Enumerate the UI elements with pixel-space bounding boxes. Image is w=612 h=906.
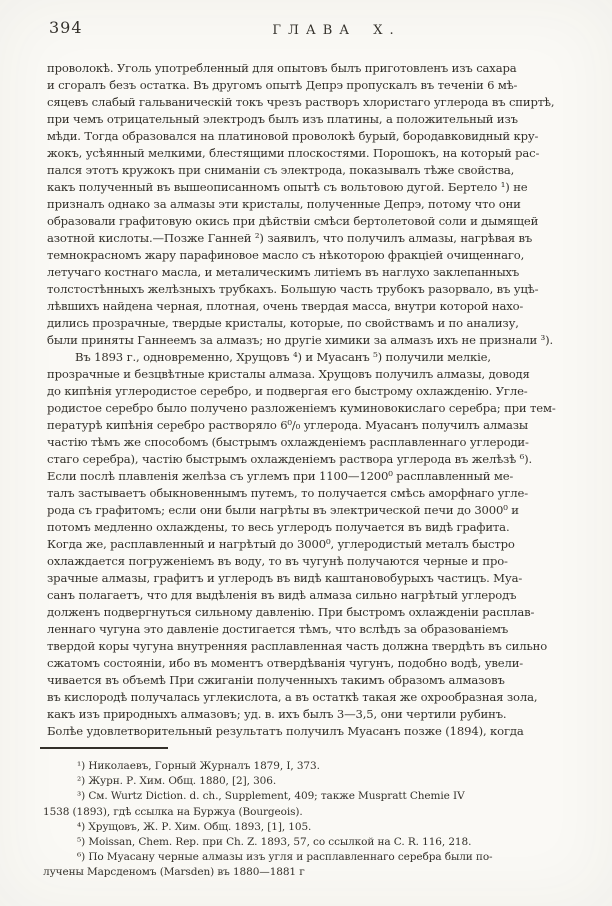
body-line: мѣди. Тогда образовался на платиновой проволокѣ бурый, бородавковидный кру-: [47, 129, 539, 143]
footnote-line: ⁵) Moissan, Chem. Rep. при Ch. Z. 1893, 57, со ссылкой на C. R. 116, 218.: [77, 835, 472, 848]
paragraph-1: [47, 60, 578, 349]
body-line: сяцевъ слабый гальваническій токъ чрезъ растворъ хлористаго углерода въ спиртѣ,: [47, 95, 555, 109]
body-line: призналъ однако за алмазы эти кристалы, полученные Депрэ, потому что они: [47, 197, 521, 211]
footnote-line: лучены Марсденомъ (Marsden) въ 1880—1881 г: [43, 866, 305, 879]
footnote-line: ³) См. Wurtz Diction. d. ch., Supplement, 409; также Muspratt Chemie IV: [77, 790, 465, 803]
body-line: родистое серебро было получено разложеніемъ куминовокислаго серебра; при тем-: [47, 401, 556, 415]
footnote-line: ²) Журн. Р. Хим. Общ. 1880, [2], 306.: [77, 775, 277, 788]
page-number: 394: [49, 18, 83, 37]
body-line: образовали графитовую окись при дѣйствіи смѣси бертолетовой соли и дымящей: [47, 214, 539, 228]
body-line: жокъ, усѣянный мелкими, блестящими плоскостями. Порошокъ, на который рас-: [47, 146, 540, 160]
body-line: Когда же, расплавленный и нагрѣтый до 3000⁰, углеродистый металъ быстро: [47, 537, 515, 551]
body-text: [47, 60, 578, 740]
body-line: сжатомъ состояніи, ибо въ моментъ отвердѣванія чугунъ, подобно водѣ, увели-: [47, 656, 524, 670]
body-line: чивается въ объемѣ При сжиганіи полученныхъ такимъ образомъ алмазовъ: [47, 673, 505, 687]
body-line: въ кислородѣ получалась углекислота, а въ остаткѣ такая же охрообразная зола,: [47, 690, 538, 704]
footnote-line: ⁴) Хрущовъ, Ж. Р. Хим. Общ. 1893, [1], 105.: [77, 820, 312, 833]
body-line: частію тѣмъ же способомъ (быстрымъ охлажденіемъ расплавленнаго углероди-: [47, 435, 529, 449]
footnote-line: ¹) Николаевъ, Горный Журналъ 1879, I, 373.: [77, 760, 320, 772]
body-line: летучаго костнаго масла, и металическимъ литіемъ въ наглухо заклепанныхъ: [47, 265, 520, 279]
body-line: прозрачные и безцвѣтные кристалы алмаза. Хрущовъ получилъ алмазы, доводя: [47, 367, 530, 381]
body-line: лѣвшихъ найдена черная, плотная, очень твердая масса, внутри которой нахо-: [47, 299, 524, 313]
body-line: при чемъ отрицательный электродъ былъ изъ платины, а положительный изъ: [47, 112, 518, 126]
body-line: были приняты Ганнеемъ за алмазъ; но другіе химики за алмазъ ихъ не признали ³).: [47, 333, 554, 347]
body-line: санъ полагаетъ, что для выдѣленія въ видѣ алмаза сильно нагрѣтый углеродъ: [47, 588, 517, 602]
body-line: азотной кислоты.—Позже Ганней ²) заявилъ, что получилъ алмазы, нагрѣвая въ: [47, 231, 533, 245]
body-line: Болѣе удовлетворительный результатъ получилъ Муасанъ позже (1894), когда: [47, 724, 524, 738]
chapter-header: ГЛАВА X.: [272, 23, 401, 38]
body-line: темнокрасномъ жару парафиновое масло съ нѣкоторою фракціей очищеннаго,: [47, 248, 525, 262]
footnote-line: 1538 (1893), гдѣ ссылка на Буржуа (Bourgeois).: [43, 805, 303, 818]
body-line: охлаждается погруженіемъ въ воду, то въ чугунѣ получаются черные и про-: [47, 554, 508, 568]
footnotes: [43, 759, 577, 881]
body-line: толстостѣнныхъ желѣзныхъ трубкахъ. Большую часть трубокъ разорвало, въ уцѣ-: [47, 282, 539, 296]
body-line: проволокѣ. Уголь употребленный для опытовъ былъ приготовленъ изъ сахара: [47, 61, 517, 75]
body-line: и сгоралъ безъ остатка. Въ другомъ опытѣ Депрэ пропускалъ въ теченіи 6 мѣ-: [47, 78, 518, 92]
body-line: стаго серебра), частію быстрымъ охлажденіемъ раствора углерода въ желѣзѣ ⁶).: [47, 452, 533, 466]
body-line: долженъ подвергнуться сильному давленію. При быстромъ охлажденіи расплав-: [47, 605, 535, 619]
body-line: до кипѣнія углеродистое серебро, и подвергая его быстрому охлажденію. Угле-: [47, 384, 528, 398]
body-line: рода съ графитомъ; если они были нагрѣты въ электрической печи до 3000⁰ и: [47, 503, 519, 517]
body-line: талъ застываетъ обыкновеннымъ путемъ, то получается смѣсь аморфнаго угле-: [47, 486, 528, 500]
body-line: зрачные алмазы, графитъ и углеродъ въ видѣ каштановобурыхъ частицъ. Муа-: [47, 571, 523, 585]
body-line: пературѣ кипѣнія серебро растворяло 6⁰/₀ углерода. Муасанъ получилъ алмазы: [47, 418, 528, 432]
paragraph-2: [47, 349, 578, 740]
footnote-line: ⁶) По Муасану черные алмазы изъ угля и расплавленнаго серебра были по-: [77, 851, 493, 864]
body-line: какъ полученный въ вышеописанномъ опытѣ съ вольтовою дугой. Бертело ¹) не: [47, 180, 528, 194]
body-line: потомъ медленно охлаждены, то весь углеродъ получается въ видѣ графита.: [47, 520, 510, 534]
body-line: леннаго чугуна это давленіе достигается тѣмъ, что вслѣдъ за образованіемъ: [47, 622, 509, 636]
body-line: твердой коры чугуна внутренняя расплавленная часть должна твердѣть въ сильно: [47, 639, 548, 653]
body-line: пался этотъ кружокъ при сниманіи съ электрода, показывалъ тѣже свойства,: [47, 163, 515, 177]
body-line: Въ 1893 г., одновременно, Хрущовъ ⁴) и Муасанъ ⁵) получили мелкіе,: [75, 350, 491, 364]
body-line: какъ изъ природныхъ алмазовъ; уд. в. ихъ былъ 3—3,5, они чертили рубинъ.: [47, 707, 507, 721]
body-line: Если послѣ плавленія желѣза съ углемъ при 1100—1200⁰ расплавленный ме-: [47, 469, 514, 483]
body-line: дились прозрачные, твердые кристалы, которые, по свойствамъ и по анализу,: [47, 316, 519, 330]
footnote-separator: [40, 747, 168, 749]
